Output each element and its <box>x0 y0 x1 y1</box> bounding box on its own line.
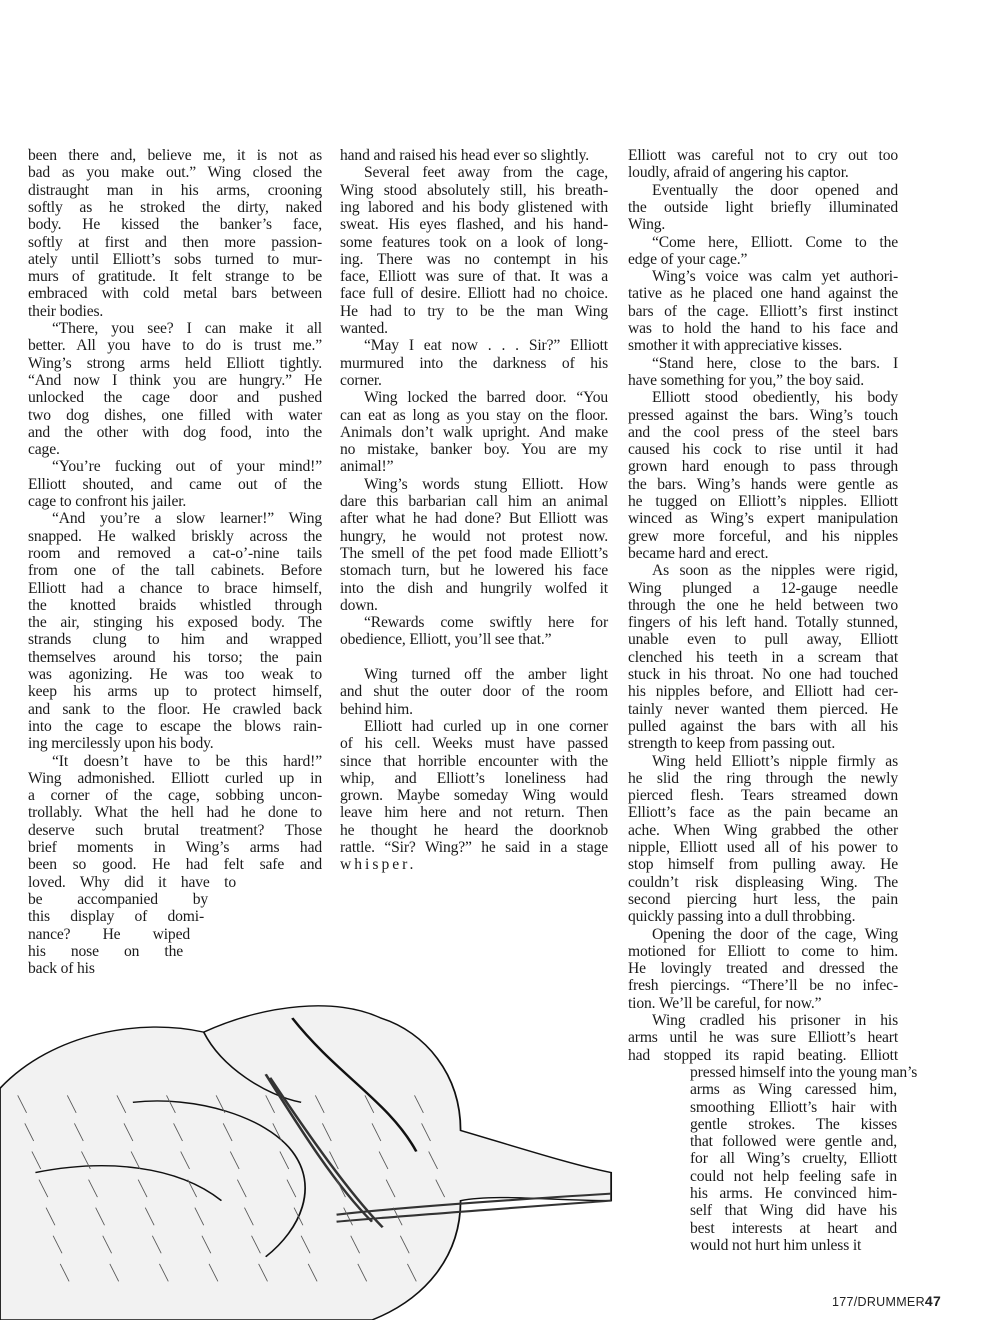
text-line: for all Wing’s cruelty, Elliott <box>690 1150 897 1168</box>
text-line: Wing admonished. Elliott curled up in <box>28 769 322 787</box>
text-line: two dog dishes, one filled with water <box>28 406 322 424</box>
text-line: strength to keep from passing out. <box>628 735 836 753</box>
text-line: face full of desire. Elliott had no choice. <box>340 285 608 303</box>
text-line: the bars. Wing’s hands were gentle as <box>628 475 898 493</box>
text-line: arms until he was sure Elliott’s heart <box>628 1029 898 1047</box>
page-number: 47 <box>924 1293 942 1309</box>
text-line: and sank to the floor. He crawled back <box>28 700 322 718</box>
text-line: body. He kissed the banker’s face, <box>28 216 322 234</box>
text-line: their bodies. <box>28 302 104 320</box>
text-line: “May I eat now . . . Sir?” Elliott <box>364 337 608 355</box>
text-line: ing. There was no contempt in his <box>340 250 608 268</box>
text-line: Elliott had a chance to brace himself, <box>28 579 322 597</box>
text-line: “You’re fucking out of your mind!” <box>52 458 322 476</box>
text-line: the knotted braids whistled through <box>28 596 322 614</box>
text-line: after what he had done? But Elliott was <box>340 510 608 528</box>
text-line: Elliott’s face as the pain became an <box>628 804 898 822</box>
text-line: nipple, Elliott used all of his power to <box>628 839 898 856</box>
text-line: stop himself from pulling away. He <box>628 856 898 874</box>
text-line: hungry, he would not protest now. <box>340 527 608 545</box>
text-line: ing labored and his body glistened with <box>340 198 608 216</box>
text-line: pulled against the bars with all his <box>628 717 898 735</box>
text-line: loved. Why did it have to <box>28 873 236 891</box>
text-line: from one of the tall cabinets. Before <box>28 562 322 580</box>
text-line: been there and, believe me, it is not as <box>28 147 322 164</box>
text-line: snapped. He walked briskly across the <box>28 527 322 545</box>
text-line: Wing plunged a 12-gauge needle <box>628 579 898 597</box>
text-line: obedience, Elliott, you’ll see that.” <box>340 631 552 649</box>
text-line: Elliott shouted, and came out of the <box>28 475 322 493</box>
text-line: stuck in his throat. No one had touched <box>628 666 898 683</box>
text-line: this display of domi- <box>28 908 204 926</box>
text-line: smother it with appreciative kisses. <box>628 337 843 355</box>
text-line: grew more forceful, and his nipples <box>628 527 898 545</box>
text-line: Wing’s voice was calm yet authori- <box>652 268 898 286</box>
text-line: his nose on the <box>28 942 183 960</box>
text-line: Opening the door of the cage, Wing <box>652 925 898 943</box>
text-line: the outside light briefly illuminated <box>628 198 898 216</box>
text-line: smoothing Elliott’s hair with <box>690 1098 897 1116</box>
text-line: nance? He wiped <box>28 925 190 943</box>
text-line: Wing locked the barred door. “You <box>364 389 608 407</box>
text-line: quickly passing into a dull throbbing. <box>628 908 856 926</box>
text-line: face, Elliott was sure of that. It was a <box>340 268 608 286</box>
text-line: fingers of his left hand. Totally stunned, <box>628 614 898 632</box>
text-line: trollably. What the hell had he done to <box>28 804 322 822</box>
text-line: of his cell. Weeks must have passed <box>340 735 608 753</box>
text-line: could not help feeling safe in <box>690 1167 897 1185</box>
text-line: Wing held Elliott’s nipple firmly as <box>652 752 898 770</box>
text-line: caused his cock to rise until it had <box>628 441 898 459</box>
text-line: his nipples before, and Elliott had cer- <box>628 683 898 701</box>
text-line: rattle. “Sir? Wing?” he said in a stage <box>340 839 608 856</box>
text-line: distraught man in his arms, crooning <box>28 181 322 199</box>
text-line: hand and raised his head ever so slightly. <box>340 147 590 164</box>
issue-label: 177/DRUMMER <box>832 1295 925 1309</box>
text-line: themselves around his torso; the pain <box>28 648 322 666</box>
text-line: became hard and erect. <box>628 544 769 562</box>
text-line: Animals don’t walk upright. And make <box>340 423 608 441</box>
text-line: and the other with dog food, into the <box>28 423 322 441</box>
text-line: Eventually the door opened and <box>652 181 898 199</box>
text-line: no mistake, banker boy. You are my <box>340 441 608 459</box>
text-line: had stopped its rapid beating. Elliott <box>628 1046 898 1064</box>
text-line: arms as Wing caressed him, <box>690 1081 897 1099</box>
text-line: ing mercilessly upon his body. <box>28 735 214 753</box>
text-line: his arms. He convinced him- <box>690 1185 897 1202</box>
text-line: As soon as the nipples were rigid, <box>652 562 898 580</box>
text-line: bars of the cage. Elliott’s first instinct <box>628 302 898 320</box>
text-line: embraced with cold metal bars between <box>28 285 322 303</box>
text-line: cage to confront his jailer. <box>28 493 187 510</box>
text-line: down. <box>340 596 378 614</box>
text-line: deserve such brutal treatment? Those <box>28 821 322 839</box>
text-line: tion. We’ll be careful, for now.” <box>628 994 822 1012</box>
text-line: room and removed a cat-o’-nine tails <box>28 544 322 562</box>
text-line: murs of gratitude. It felt strange to be <box>28 268 322 286</box>
text-line: since that horrible encounter with the <box>340 752 608 770</box>
text-line: dare this barbarian call him an animal <box>340 493 608 510</box>
text-line: motioned for Elliott to come to him. <box>628 942 898 960</box>
text-line: clenched his teeth in a scream that <box>628 648 898 666</box>
text-line: winced as Wing’s expert manipulation <box>628 510 898 528</box>
text-line: murmured into the darkness of his <box>340 354 608 372</box>
text-line: Wing turned off the amber light <box>364 666 608 683</box>
text-line: Wing’s strong arms held Elliott tightly. <box>28 354 322 372</box>
text-line: Wing cradled his prisoner in his <box>652 1012 898 1029</box>
text-line: loudly, afraid of angering his captor. <box>628 164 849 182</box>
text-line: keep his arms up to protect himself, <box>28 683 322 701</box>
text-line: edge of your cage.” <box>628 250 748 268</box>
text-line: a corner of the cage, sobbing uncon- <box>28 787 322 805</box>
text-line: unlocked the cage door and pushed <box>28 389 322 407</box>
text-line: can eat as long as you stay on the floor. <box>340 406 608 424</box>
text-line: Wing’s words stung Elliott. How <box>364 475 608 493</box>
text-line: sweat. His eyes flashed, and his hand- <box>340 216 608 234</box>
text-line: behind him. <box>340 700 413 718</box>
text-line: ache. When Wing grabbed the other <box>628 821 898 839</box>
text-line: he thought he heard the doorknob <box>340 821 608 839</box>
text-line: stomach turn, but he lowered his face <box>340 562 608 580</box>
text-line: leave him here and not return. Then <box>340 804 608 822</box>
text-line: animal!” <box>340 458 394 476</box>
text-line: he slid the ring through the newly <box>628 769 898 787</box>
text-line: into the cage to escape the blows rain- <box>28 717 322 735</box>
text-line: corner. <box>340 371 382 389</box>
text-line: best interests at heart and <box>690 1219 897 1237</box>
text-line: was to hold the hand to his face and <box>628 320 898 337</box>
text-line: whisper. <box>340 856 417 874</box>
text-line: grown. Maybe someday Wing would <box>340 787 608 805</box>
text-line: Wing. <box>628 216 666 234</box>
text-line: Wing stood absolutely still, his breath- <box>340 181 608 199</box>
text-line: better. All you have to do is trust me.” <box>28 337 322 355</box>
text-line: “Stand here, close to the bars. I <box>652 354 898 372</box>
text-line: have something for you,” the boy said. <box>628 371 864 389</box>
text-line: cage. <box>28 441 60 459</box>
text-line: couldn’t risk displeasing Wing. The <box>628 873 898 891</box>
text-line: Elliott stood obediently, his body <box>652 389 898 407</box>
text-line: pressed himself into the young man’s <box>690 1063 918 1081</box>
page-folio <box>832 1293 941 1309</box>
text-line: Elliott had curled up in one corner <box>364 717 608 735</box>
text-line: He lovingly treated and dressed the <box>628 960 898 978</box>
text-line: Elliott was careful not to cry out too <box>628 147 898 164</box>
text-line: bad as you make out.” Wing closed the <box>28 164 322 182</box>
text-line: he tugged on Elliott’s nipples. Elliott <box>628 493 898 510</box>
text-line: “And now I think you are hungry.” He <box>28 371 322 389</box>
text-line: The smell of the pet food made Elliott’s <box>340 544 608 562</box>
text-line: Several feet away from the cage, <box>364 164 608 182</box>
text-line: brief moments in Wing’s arms had <box>28 839 322 856</box>
text-line: “Come here, Elliott. Come to the <box>652 233 898 251</box>
text-line: unable even to pull away, Elliott <box>628 631 898 649</box>
text-line: softly at first and then more passion- <box>28 233 322 251</box>
text-line: softly as he stroked the dirty, naked <box>28 198 322 216</box>
text-line: tative as he placed one hand against the <box>628 285 898 303</box>
text-line: into the dish and hungrily wolfed it <box>340 579 608 597</box>
text-line: “Rewards come swiftly here for <box>364 614 608 632</box>
text-line: fresh piercings. “There’ll be no infec- <box>628 977 898 995</box>
text-line: tainly never wanted them pierced. He <box>628 700 898 718</box>
text-line: “It doesn’t have to be this hard!” <box>52 752 322 770</box>
text-line: whip, and Elliott’s loneliness had <box>340 769 608 787</box>
text-line: wanted. <box>340 320 388 337</box>
text-line: He had to try to be the man Wing <box>340 302 608 320</box>
text-line: self that Wing did have his <box>690 1202 897 1220</box>
text-line: second piercing hurt less, the pain <box>628 890 898 908</box>
text-line: pierced flesh. Tears streamed down <box>628 787 898 805</box>
text-line: would not hurt him unless it <box>690 1236 862 1254</box>
text-line: strands clung to him and wrapped <box>28 631 322 649</box>
text-line: “There, you see? I can make it all <box>52 320 322 337</box>
text-line: and the cool press of the steel bars <box>628 423 898 441</box>
text-line: “And you’re a slow learner!” Wing <box>52 510 322 528</box>
text-line: be accompanied by <box>28 890 208 908</box>
text-line: some features took on a look of long- <box>340 233 608 251</box>
text-line: through the one he held between two <box>628 596 898 614</box>
text-line: back of his <box>28 960 95 978</box>
text-line: grown hard enough to pass through <box>628 458 898 476</box>
text-line: gentle strokes. The kisses <box>690 1115 897 1133</box>
text-line: and shut the outer door of the room <box>340 683 608 701</box>
text-line: that followed were gentle and, <box>690 1133 897 1151</box>
text-line: ately until Elliott’s sobs turned to mur- <box>28 250 322 268</box>
text-line: pressed against the bars. Wing’s touch <box>628 406 898 424</box>
text-line: the air, stinging his exposed body. The <box>28 614 322 632</box>
text-line: was agonizing. He was too weak to <box>28 666 322 683</box>
text-line: been so good. He had felt safe and <box>28 856 322 874</box>
